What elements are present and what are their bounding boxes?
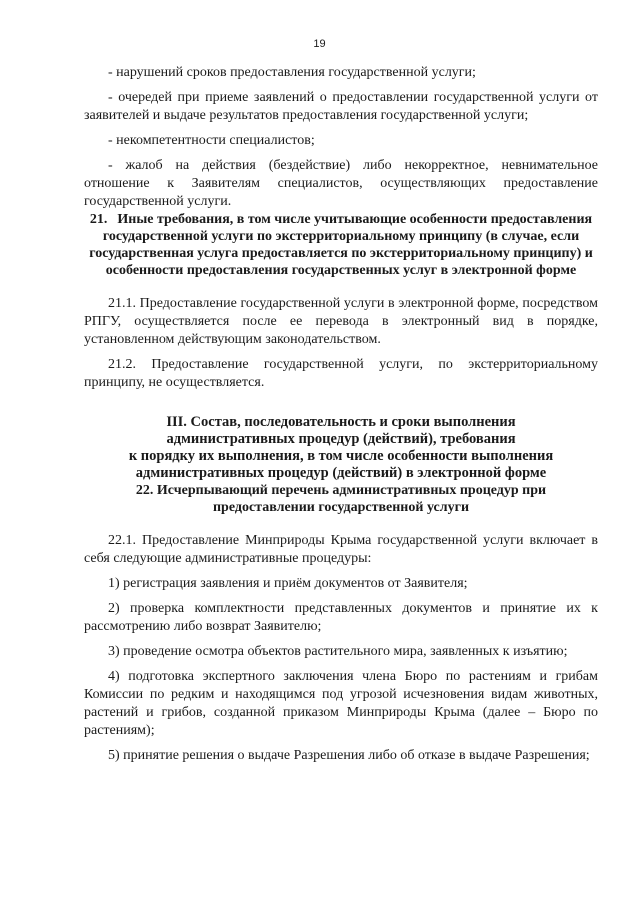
procedure-item: 2) проверка комплектности представленных документов и принятие их к рассмотрению либо возврат Заявителю; [84, 601, 598, 634]
section-3-heading-line: административных процедур (действий) в электронной форме [135, 465, 547, 481]
page-content [84, 64, 598, 765]
heading-21-text: Иные требования, в том числе учитывающие особенности предоставления государственной услуги по экстерриториальному принципу (в случае, если государственная услуга предоставляется по экстерриториальному принципу) и особенности предоставления государственных услуг в электронной форме [89, 212, 593, 278]
section-3-heading [84, 414, 598, 482]
procedure-item: 5) принятие решения о выдаче Разрешения либо об отказе в выдаче Разрешения; [108, 748, 590, 763]
procedure-item: 1) регистрация заявления и приём документов от Заявителя; [108, 576, 468, 591]
procedure-item: 4) подготовка экспертного заключения члена Бюро по растениям и грибам Комиссии по редким и находящимся под угрозой исчезновения видам животных, растений и грибов, созданной приказом Минприроды Крыма (далее – Бюро по растениям); [84, 669, 598, 738]
section-3-heading-line: административных процедур (действий), требования [166, 431, 516, 447]
heading-21 [84, 211, 598, 279]
paragraph-22-1: 22.1. Предоставление Минприроды Крыма государственной услуги включает в себя следующие административные процедуры: [84, 533, 598, 566]
paragraph-21-1: 21.1. Предоставление государственной услуги в электронной форме, посредством РПГУ, осуществляется после ее перевода в электронный вид в порядке, установленном действующим законодательством. [84, 296, 598, 347]
list-item: - нарушений сроков предоставления государственной услуги; [108, 65, 476, 80]
list-item: - очередей при приеме заявлений о предоставлении государственной услуги от заявителей и выдаче результатов предоставления государственной услуги; [84, 90, 598, 123]
procedure-item: 3) проведение осмотра объектов растительного мира, заявленных к изъятию; [108, 644, 568, 659]
list-item: - жалоб на действия (бездействие) либо некорректное, невнимательное отношение к Заявителям специалистов, осуществляющих предоставление государственной услуги. [84, 158, 598, 209]
heading-22: 22. Исчерпывающий перечень административных процедур при предоставлении государственной услуги [135, 483, 547, 515]
section-3-heading-line: к порядку их выполнения, в том числе особенности выполнения [128, 448, 554, 464]
section-3-heading-line: III. Состав, последовательность и сроки выполнения [166, 414, 516, 430]
page-number: 19 [313, 38, 326, 50]
list-item: - некомпетентности специалистов; [108, 133, 315, 148]
paragraph-21-2: 21.2. Предоставление государственной услуги, по экстерриториальному принципу, не осуществляется. [84, 357, 598, 390]
heading-21-number: 21. [89, 212, 108, 227]
